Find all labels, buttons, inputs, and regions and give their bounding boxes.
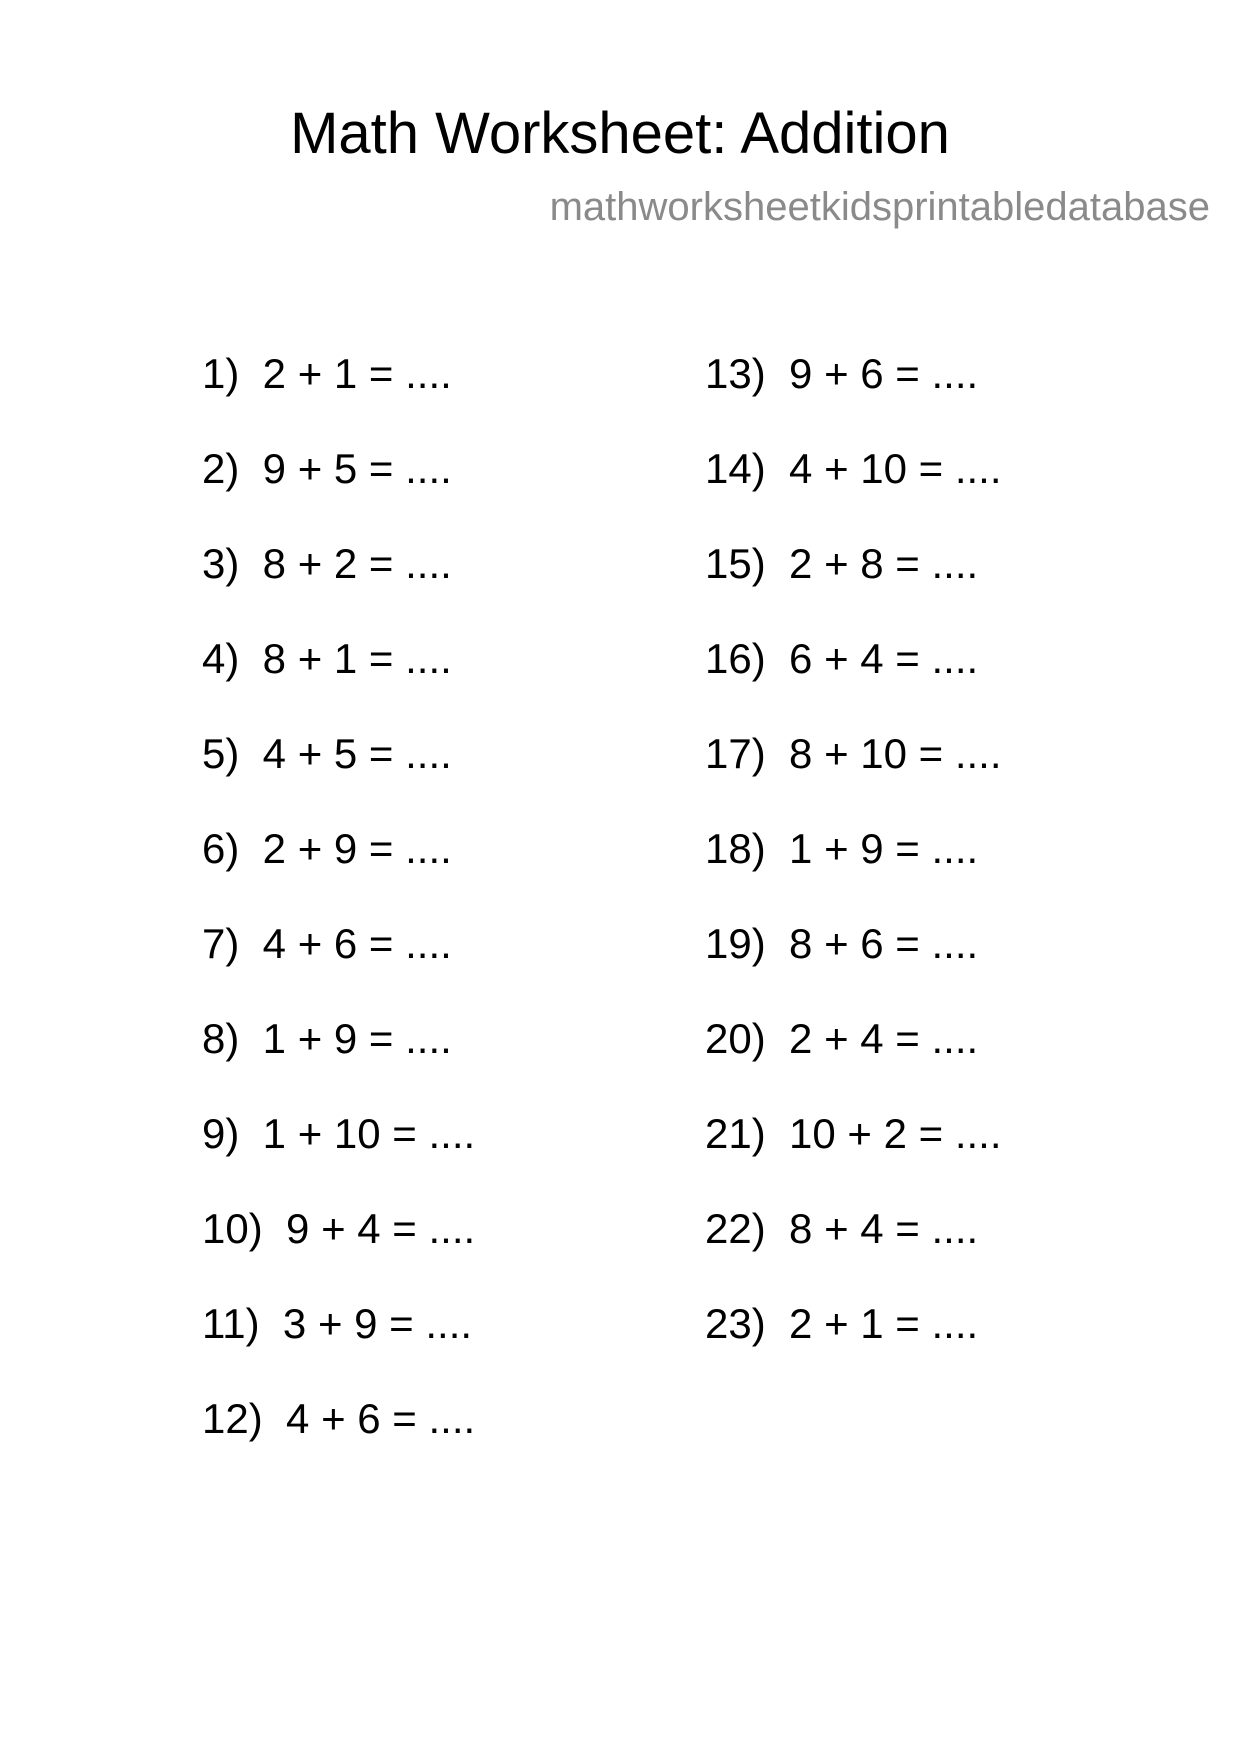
- problem-item: 4) 8 + 1 = ....: [202, 635, 452, 682]
- problem-item: 3) 8 + 2 = ....: [202, 540, 452, 587]
- problem-list-left: [202, 344, 475, 1484]
- problem-item: 17) 8 + 10 = ....: [705, 730, 1002, 777]
- problem-item: 15) 2 + 8 = ....: [705, 540, 979, 587]
- problem-item: 21) 10 + 2 = ....: [705, 1110, 1002, 1157]
- problem-item: 18) 1 + 9 = ....: [705, 825, 979, 872]
- problem-item: 23) 2 + 1 = ....: [705, 1300, 979, 1347]
- problem-item: 8) 1 + 9 = ....: [202, 1015, 452, 1062]
- problem-list-right: [705, 344, 1002, 1389]
- problem-item: 19) 8 + 6 = ....: [705, 920, 979, 967]
- problem-item: 2) 9 + 5 = ....: [202, 445, 452, 492]
- problem-item: 12) 4 + 6 = ....: [202, 1395, 476, 1442]
- problem-item: 22) 8 + 4 = ....: [705, 1205, 979, 1252]
- problem-item: 14) 4 + 10 = ....: [705, 445, 1002, 492]
- problem-item: 11) 3 + 9 = ....: [202, 1300, 473, 1347]
- problem-item: 16) 6 + 4 = ....: [705, 635, 979, 682]
- problem-item: 1) 2 + 1 = ....: [202, 350, 452, 397]
- problem-item: 20) 2 + 4 = ....: [705, 1015, 979, 1062]
- page-title: Math Worksheet: Addition: [290, 101, 950, 166]
- problem-item: 10) 9 + 4 = ....: [202, 1205, 476, 1252]
- problem-item: 13) 9 + 6 = ....: [705, 350, 979, 397]
- problem-item: 9) 1 + 10 = ....: [202, 1110, 476, 1157]
- problem-item: 7) 4 + 6 = ....: [202, 920, 452, 967]
- problem-item: 5) 4 + 5 = ....: [202, 730, 452, 777]
- problem-item: 6) 2 + 9 = ....: [202, 825, 452, 872]
- source-watermark: mathworksheetkidsprintabledatabase: [549, 185, 1210, 229]
